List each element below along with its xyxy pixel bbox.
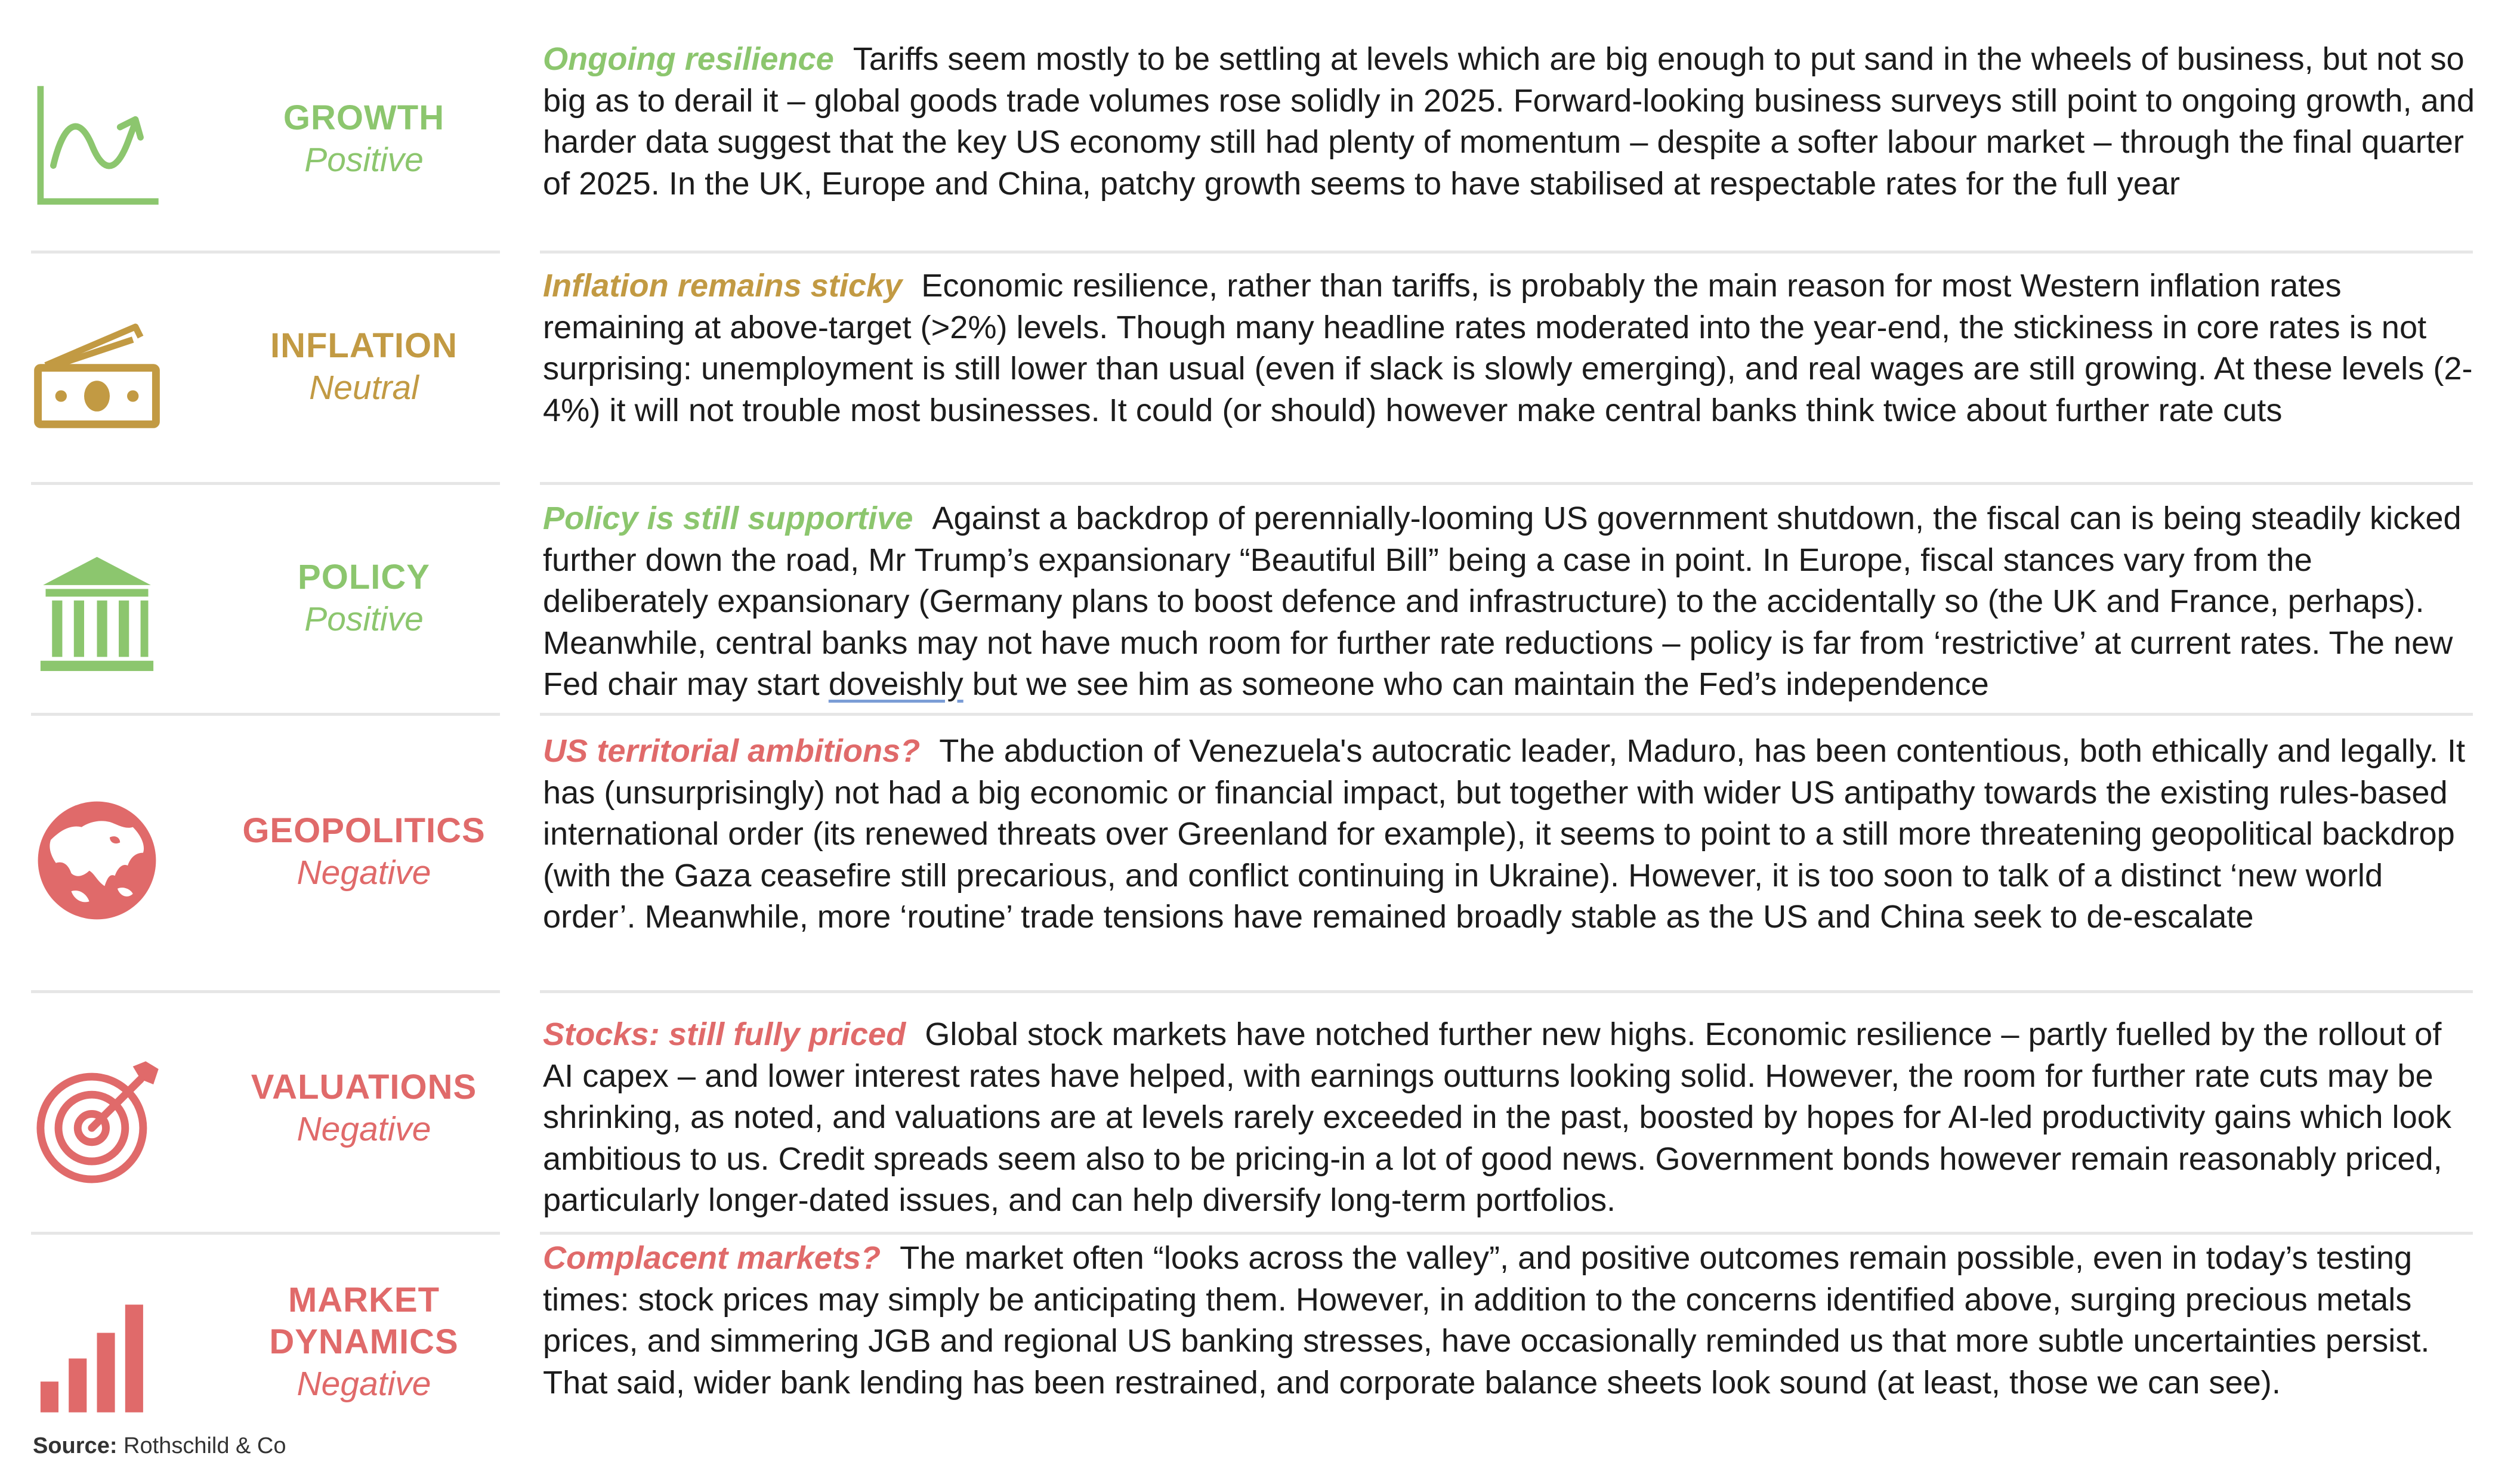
category-growth: GROWTH (283, 98, 445, 137)
status-inflation: Neutral (309, 369, 419, 407)
geopolitics-label (227, 810, 501, 894)
row-divider-right (540, 1232, 2473, 1235)
status-geopolitics: Negative (297, 854, 431, 892)
policy-label (227, 557, 501, 640)
category-geopolitics: GEOPOLITICS (242, 811, 486, 850)
row-divider-left (31, 990, 500, 993)
row-divider-right (540, 251, 2473, 254)
status-valuations: Negative (297, 1110, 431, 1148)
spellcheck-underlined-word: doveishly (828, 666, 963, 702)
category-market-dynamics-line1: MARKET (288, 1281, 440, 1319)
row-divider-left (31, 713, 500, 716)
growth-label (227, 97, 501, 181)
geopolitics-text: The abduction of Venezuela's autocratic leader, Maduro, has been contentious, both ethically and legally. It has (unsurprisingly) not had a big economic or financial impact, but together with wider US antipathy towards the existing rules-based international order (its renewed threats over Greenland for example), it seems to point to a still more threatening geopolitical backdrop (with the Gaza ceasefire still precarious, and conflict continuing in Ukraine). However, it is too soon to talk of a distinct ‘new world order’. Meanwhile, more ‘routine’ trade tensions have remained broadly stable as the US and China seek to de-escalate (543, 733, 2466, 935)
row-divider-right (540, 482, 2473, 485)
bank-icon (33, 552, 161, 680)
money-icon (33, 319, 161, 447)
valuations-label (227, 1067, 501, 1150)
row-divider-left (31, 1232, 500, 1235)
growth-commentary (543, 39, 2479, 205)
geopolitics-headline: US territorial ambitions? (543, 733, 921, 769)
inflation-commentary (543, 265, 2479, 431)
status-growth: Positive (304, 141, 424, 179)
inflation-text: Economic resilience, rather than tariffs, is probably the main reason for most Western inflation rates remaining at above-target (>2%) levels. Though many headline rates moderated into the year-end, the stickiness in core rates is not surprising: unemployment is still lower than usual (even if slack is slowly emerging), and real wages are still growing. At these levels (2-4%) it will not trouble most businesses. It could (or should) however make central banks think twice about further rate cuts (543, 268, 2473, 428)
row-divider-left (31, 482, 500, 485)
valuations-text: Global stock markets have notched further new highs. Economic resilience – partly fuelled by the rollout of AI capex – and lower interest rates have helped, with earnings outturns looking solid. However, the room for further rate cuts may be shrinking, as noted, and valuations are at levels rarely exceeded in the past, boosted by hopes for AI-led productivity gains which look ambitious to us. Credit spreads seem also to be pricing-in a lot of good news. Government bonds however remain reasonably priced, particularly longer-dated issues, and can help diversify long-term portfolios. (543, 1016, 2451, 1218)
row-divider-right (540, 713, 2473, 716)
growth-headline: Ongoing resilience (543, 41, 834, 77)
market-dynamics-commentary (543, 1238, 2479, 1404)
market-dynamics-headline: Complacent markets? (543, 1240, 881, 1276)
category-valuations: VALUATIONS (251, 1068, 477, 1106)
target-icon (33, 1059, 161, 1187)
bar-chart-icon (33, 1294, 161, 1423)
geopolitics-commentary (543, 731, 2479, 938)
row-divider-left (31, 251, 500, 254)
line-chart-icon (33, 84, 161, 212)
category-policy: POLICY (298, 558, 430, 596)
status-policy: Positive (304, 600, 424, 638)
status-market-dynamics: Negative (297, 1365, 431, 1403)
market-dynamics-label (227, 1279, 501, 1405)
policy-commentary (543, 498, 2479, 706)
row-divider-right (540, 990, 2473, 993)
source-label: Source: (33, 1433, 118, 1458)
policy-text-before: Against a backdrop of perennially-looming US government shutdown, the fiscal can is being steadily kicked further down the road, Mr Trump’s expansionary “Beautiful Bill” being a case in point. In Europe, fiscal stances vary from the deliberately expansionary (Germany plans to boost defence and infrastructure) to the accidentally so (the UK and France, perhaps). Meanwhile, central banks may not have much room for further rate reductions – policy is far from ‘restrictive’ at current rates. The new Fed chair may start (543, 500, 2462, 702)
market-dynamics-text: The market often “looks across the valley”, and positive outcomes remain possible, even in today’s testing times: stock prices may simply be anticipating them. However, in addition to the concerns identified above, surging precious metals prices, and simmering JGB and regional US banking stresses, have occasionally reminded us that more subtle uncertainties persist. That said, wider bank lending has been restrained, and corporate balance sheets look sound (at least, those we can see). (543, 1240, 2430, 1401)
globe-icon (33, 796, 161, 925)
policy-text-after: but we see him as someone who can maintain the Fed’s independence (963, 666, 1989, 702)
policy-headline: Policy is still supportive (543, 500, 913, 536)
valuations-headline: Stocks: still fully priced (543, 1016, 906, 1052)
growth-text: Tariffs seem mostly to be settling at levels which are big enough to put sand in the wheels of business, but not so big as to derail it – global goods trade volumes rose solidly in 2025. Forward-looking business surveys still point to ongoing growth, and harder data suggest that the key US economy still had plenty of momentum – despite a softer labour market – through the final quarter of 2025. In the UK, Europe and China, patchy growth seems to have stabilised at respectable rates for the full year (543, 41, 2475, 202)
source-note (33, 1433, 286, 1459)
source-text: Rothschild & Co (123, 1433, 286, 1458)
category-market-dynamics-line2: DYNAMICS (269, 1322, 459, 1361)
inflation-label (227, 325, 501, 409)
inflation-headline: Inflation remains sticky (543, 268, 903, 304)
valuations-commentary (543, 1014, 2479, 1222)
category-inflation: INFLATION (270, 326, 458, 365)
